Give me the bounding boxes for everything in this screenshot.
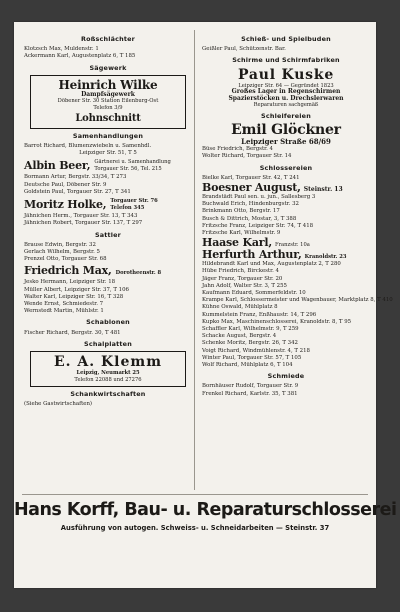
advert-max <box>24 265 192 277</box>
listing-entry: Bielke Karl, Torgauer Str. 42, T 241 <box>202 174 300 181</box>
listing-entry: Jäger Franz, Torgauer Str. 20 <box>202 275 283 282</box>
listing-entry: Hildebrandt Karl und Max, Augustenplatz 2, T 280 <box>202 261 341 268</box>
listing-entry: Wende Ernst, Schmiedestr. 7 <box>24 301 104 308</box>
advert-line: Torgauer Str. 76 <box>110 198 158 204</box>
listing-entry: Fritzsche Franz, Leipziger Str. 74, T 418 <box>202 222 314 229</box>
listing-entry: Schenke Moritz, Bergstr. 26, T 342 <box>202 340 298 347</box>
listing-entry: Jähnichen Herm., Torgauer Str. 13, T 343 <box>24 213 138 220</box>
listing-entry: Ackermann Karl, Augustenplatz 6, T 185 <box>24 53 136 60</box>
section-heading-saegewerk: Sägewerk <box>89 63 127 72</box>
advert-name: Paul Kuske <box>237 66 335 83</box>
listing-entry: Jähnichen Robert, Torgauer Str. 137, T 297 <box>24 220 143 227</box>
advert-line: Franzstr. 10a <box>274 242 310 249</box>
advert-herfurth <box>202 249 370 261</box>
advert-line: Telefon 22088 und 27276 <box>74 376 142 383</box>
advert-line: Telefon 345 <box>110 204 145 211</box>
section-heading-schablonen: Schablonen <box>86 318 130 327</box>
advert-line: Steinstr. 13 <box>303 186 343 193</box>
advert-line: Döbener Str. 30 Station Eilenburg-Ost <box>57 98 159 105</box>
advert-line: Leipziger Str. 64 — Gegründet 1823 <box>238 82 334 89</box>
section-heading-schleifereien: Schleifereien <box>261 111 311 120</box>
listing-entry: Geißler Paul, Schützenstr. Bar. <box>202 46 286 53</box>
advert-gloeckner <box>202 123 370 146</box>
section-heading-samenhandlungen: Samenhandlungen <box>72 131 144 140</box>
listing-entry: Schaffler Karl, Wilhelmstr. 9, T 259 <box>202 326 299 333</box>
section-heading-schankwirtschaften: Schankwirtschaften <box>70 390 146 399</box>
advert-line: Kranoldstr. 23 <box>304 254 347 261</box>
listing-entry: Kummelstein Franz, Enßhaustr. 14, T 296 <box>202 311 317 318</box>
listing-entry: Jahn Adolf, Walter Str. 3, T 255 <box>202 282 287 289</box>
listing-entry: Voigt Richard, Windmühlenstr. 4, T 218 <box>202 347 310 354</box>
listing-entry: Leipziger Str. 51, T 5 <box>79 150 137 156</box>
listing-entry: Wernstedt Martin, Mühlstr. 1 <box>24 308 104 315</box>
listing-entry: Walter Karl, Leipziger Str. 16, T 328 <box>24 293 124 300</box>
advert-line: Dampfsägewerk <box>81 90 135 98</box>
advert-klemm <box>30 351 186 387</box>
listing-entry: Prenzel Otto, Torgauer Str. 68 <box>24 256 107 263</box>
advert-line: Spazierstöcken u. Drechslerwaren <box>228 94 344 102</box>
advert-line: Großes Lager in Regenschirmen <box>231 88 341 96</box>
advert-line: Reparaturen sachgemäß <box>253 102 319 109</box>
listing-entry: Brandstädt Paul sen. u. jun., Sallesberg 3 <box>202 194 316 200</box>
advert-line: Leipzig, Neumarkt 25 <box>76 370 140 377</box>
advert-name: Moritz Holke, <box>24 197 107 211</box>
listing-entry: Bornhäuser Rudolf, Torgauer Str. 9 <box>202 383 299 390</box>
advert-line: Ausführung von autogen. Schweiss- u. Schneidarbeiten — Steinstr. 37 <box>60 524 330 532</box>
listing-entry: Wolter Richard, Torgauer Str. 14 <box>202 153 292 160</box>
listing-entry: Brinkmann Otto, Bergstr. 17 <box>202 208 280 215</box>
listing-entry: Goldstein Paul, Torgauer Str. 27, T 341 <box>24 188 131 195</box>
column-divider <box>194 30 195 490</box>
advert-name: Heinrich Wilke <box>58 77 158 92</box>
listing-entry: Kühne Oswald, Mühlplatz 8 <box>202 304 278 311</box>
section-heading-schirme: Schirme und Schirmfabriken <box>232 56 340 65</box>
listing-entry: Fischer Richard, Bergstr. 30, T 481 <box>24 329 121 336</box>
section-heading-sattler: Sattler <box>94 230 122 239</box>
listing-entry: Frenkel Richard, Karlstr. 35, T 381 <box>202 390 298 397</box>
listing-entry: Barrot Richard, Blumenzwiebeln u. Samenhdl. <box>24 142 152 149</box>
advert-line: Lohnschnitt <box>75 112 141 124</box>
listing-entry: Buchwald Erich, Hindenburgstr. 32 <box>202 201 299 208</box>
listing-entry: Müller Albert, Leipziger Str. 37, T 106 <box>24 286 129 293</box>
section-heading-schiessbuden: Schieß- und Spielbuden <box>241 35 331 43</box>
listing-entry: Fritzsche Karl, Wilhelmstr. 9 <box>202 230 281 237</box>
advert-name: Friedrich Max, <box>24 264 112 278</box>
listing-entry: Gerlach Wilhelm, Bergstr. 5 <box>24 249 100 255</box>
listing-entry: Büse Friedrich, Bergstr. 4 <box>202 146 273 153</box>
section-heading-rossschlaechter: Roßschlächter <box>80 35 136 43</box>
listing-entry: Hübe Friedrich, Birckestr. 4 <box>202 268 279 275</box>
listing-entry: Kaufmann Eduard, Sommerfeldstr. 10 <box>202 290 306 297</box>
advert-name: Haase Karl, <box>202 236 272 250</box>
advert-holke <box>24 198 192 211</box>
advert-beer <box>24 159 192 172</box>
listing-entry: Schacke August, Bergstr. 4 <box>202 333 277 340</box>
directory-page <box>14 22 397 588</box>
listing-entry: Winter Paul, Torgauer Str. 57, T 105 <box>202 354 302 361</box>
bottom-divider <box>22 494 368 495</box>
listing-entry: Wolf Richard, Mühlplatz 6, T 104 <box>202 362 293 369</box>
advert-korff <box>14 500 397 532</box>
advert-kuske <box>202 68 370 109</box>
advert-name: E. A. Klemm <box>53 354 163 371</box>
advert-line: Leipziger Straße 68/69 <box>241 137 331 147</box>
right-column <box>202 32 393 398</box>
advert-line: Torgauer Str. 56, Tel. 215 <box>94 165 162 172</box>
advert-name: Boesner August, <box>202 181 301 194</box>
advert-name: Hans Korff, Bau- u. Reparaturschlosserei <box>14 500 397 520</box>
listing-entry: Krampe Karl, Schlossermeister und Wagenbauer, Marktplatz 8, T 410 <box>202 297 393 304</box>
section-heading-schlossereien: Schlossereien <box>259 163 313 172</box>
advert-boesner <box>202 182 370 194</box>
left-column <box>24 32 192 409</box>
listing-entry: Klotzsch Max, Muldenstr. 1 <box>24 46 99 53</box>
section-heading-schmiede: Schmiede <box>267 372 305 381</box>
advert-line: Gärtnerei u. Samenhandlung <box>94 159 171 166</box>
listing-entry: Jesko Hermann, Leipziger Str. 18 <box>24 279 116 286</box>
listing-entry: (Siehe Gastwirtschaften) <box>24 401 93 408</box>
advert-line: Dorotheenstr. 8 <box>115 270 162 277</box>
advert-name: Emil Glöckner <box>231 122 341 139</box>
listing-entry: Busch & Dittrich, Mostar, 3, T 388 <box>202 215 297 222</box>
listing-entry: Brause Edwin, Bergstr. 32 <box>24 241 96 248</box>
listing-entry: Deutsche Paul, Döbener Str. 9 <box>24 181 107 188</box>
section-heading-schalplatten: Schalplatten <box>84 339 132 348</box>
advert-name: Albin Beer, <box>24 158 91 172</box>
advert-line: Telefon 3/9 <box>93 105 123 111</box>
listing-entry: Kupko Max, Maschinenschlosserei, Kranoldstr. 8, T 95 <box>202 318 352 325</box>
advert-wilke <box>30 75 186 129</box>
listing-entry: Bormann Artur, Bergstr. 33/34, T 273 <box>24 174 127 181</box>
advert-name: Herfurth Arthur, <box>202 248 302 262</box>
